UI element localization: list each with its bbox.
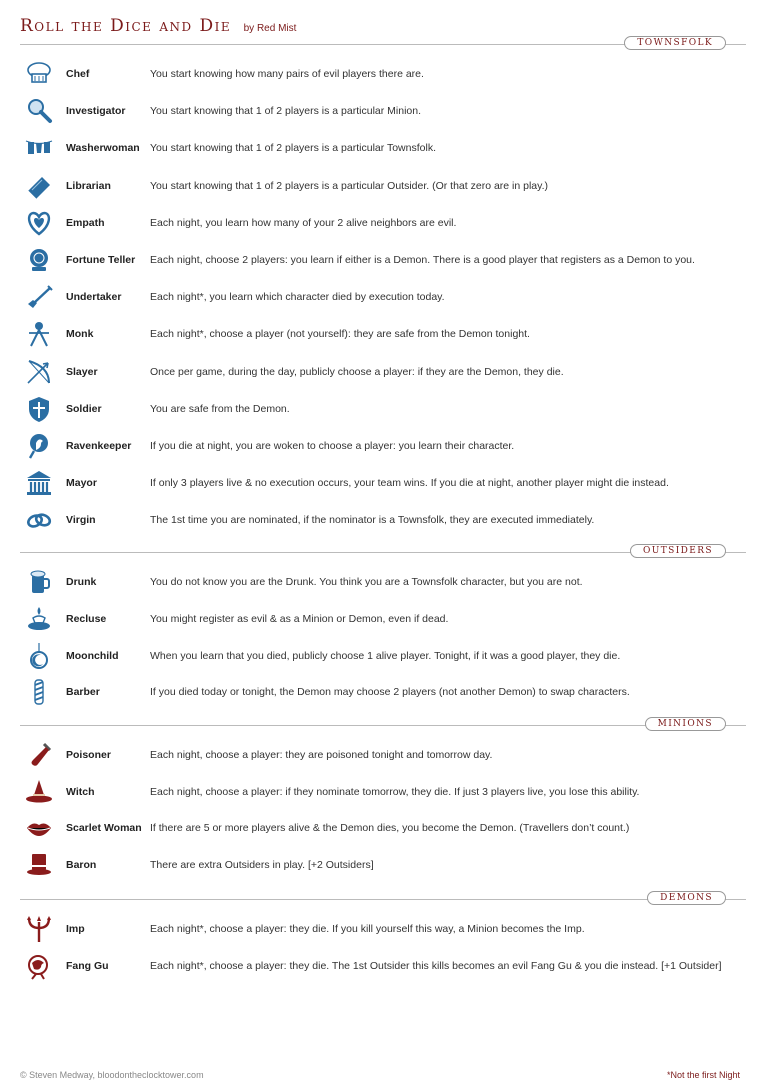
role-ability: You start knowing that 1 of 2 players is a particular Townsfolk. (150, 142, 436, 155)
role-ability: If only 3 players live & no execution occurs, your team wins. If you die at night, another player might die instead. (150, 477, 669, 490)
role-ability: Each night*, choose a player: they die. The 1st Outsider this kills becomes an evil Fang Gu & you die instead. [+1 Outsider] (150, 960, 722, 972)
section-header (20, 546, 746, 560)
role-name: Barber (66, 686, 100, 699)
role-name: Moonchild (66, 649, 119, 662)
first-night-note: *Not the first Night (666, 1070, 740, 1080)
raven-icon (20, 430, 58, 462)
role-name: Undertaker (66, 291, 122, 304)
role-row-chef (20, 58, 746, 90)
shovel-icon (20, 281, 58, 313)
role-ability: Each night*, you learn which character died by execution today. (150, 291, 445, 304)
role-row-investigator (20, 95, 746, 127)
role-ability: There are extra Outsiders in play. [+2 Outsiders] (150, 858, 374, 871)
script-author: by Red Mist (243, 23, 297, 34)
role-name: Drunk (66, 576, 97, 588)
role-ability: Each night, choose 2 players: you learn if either is a Demon. There is a good player that registers as a Demon to you. (150, 254, 695, 266)
role-ability: If you died today or tonight, the Demon may choose 2 players (not another Demon) to swap characters. (150, 686, 630, 699)
role-name: Fang Gu (66, 960, 109, 972)
oil-lamp-icon (20, 603, 58, 635)
lips-icon (20, 812, 58, 844)
section-header (20, 719, 746, 733)
moon-pendant-icon (20, 640, 58, 672)
role-row-undertaker (20, 281, 746, 313)
role-name: Empath (66, 216, 105, 229)
monk-icon (20, 318, 58, 350)
role-name: Scarlet Woman (66, 822, 142, 834)
book-icon (20, 170, 58, 202)
section-label: MINIONS (645, 717, 726, 731)
role-ability: You are safe from the Demon. (150, 402, 290, 415)
top-hat-icon (20, 849, 58, 881)
section-divider (20, 725, 746, 726)
role-name: Fortune Teller (66, 254, 136, 266)
role-row-soldier (20, 393, 746, 425)
trident-icon (20, 913, 58, 945)
barber-pole-icon (20, 676, 58, 708)
section-label: TOWNSFOLK (624, 36, 726, 50)
role-name: Slayer (66, 365, 98, 378)
role-name: Poisoner (66, 749, 111, 761)
bow-icon (20, 356, 58, 388)
role-row-scarlet-woman (20, 812, 746, 844)
heart-icon (20, 207, 58, 239)
role-ability: The 1st time you are nominated, if the nominator is a Townsfolk, they are executed immediately. (150, 514, 595, 527)
role-row-slayer (20, 356, 746, 388)
role-ability: You might register as evil & as a Minion or Demon, even if dead. (150, 612, 449, 625)
role-ability: Each night, you learn how many of your 2 alive neighbors are evil. (150, 216, 457, 229)
role-name: Investigator (66, 105, 126, 118)
chef-hat-icon (20, 58, 58, 90)
tankard-icon (20, 566, 58, 598)
role-row-moonchild (20, 640, 746, 672)
role-row-washerwoman (20, 132, 746, 164)
role-ability: When you learn that you died, publicly choose 1 alive player. Tonight, if it was a good player, they die. (150, 649, 621, 662)
section-divider (20, 899, 746, 900)
role-ability: Each night, choose a player: if they nominate tomorrow, they die. If just 3 players live, you lose this ability. (150, 785, 640, 798)
role-ability: Each night*, choose a player: they die. If you kill yourself this way, a Minion becomes the Imp. (150, 923, 585, 935)
role-ability: You start knowing that 1 of 2 players is a particular Outsider. (Or that zero are in play.) (150, 179, 549, 192)
role-name: Imp (66, 923, 85, 935)
role-name: Ravenkeeper (66, 440, 132, 452)
role-name: Chef (66, 68, 90, 80)
role-row-ravenkeeper (20, 430, 746, 462)
role-name: Witch (66, 785, 95, 798)
role-ability: You start knowing that 1 of 2 players is a particular Minion. (150, 105, 422, 118)
town-hall-icon (20, 467, 58, 499)
role-ability: If there are 5 or more players alive & the Demon dies, you become the Demon. (Travellers don’t count.) (150, 822, 630, 834)
crystal-ball-icon (20, 244, 58, 276)
role-row-drunk (20, 566, 746, 598)
role-name: Recluse (66, 612, 107, 625)
section-outsiders (20, 546, 746, 723)
rings-icon (20, 504, 58, 536)
role-ability: You start knowing how many pairs of evil players there are. (150, 68, 424, 80)
magnifying-glass-icon (20, 95, 58, 127)
role-row-barber (20, 676, 746, 708)
role-name: Virgin (66, 514, 96, 527)
role-row-witch (20, 776, 746, 808)
role-name: Monk (66, 328, 94, 341)
role-row-baron (20, 849, 746, 881)
role-name: Soldier (66, 402, 102, 415)
witch-hat-icon (20, 776, 58, 808)
role-row-librarian (20, 170, 746, 202)
section-label: DEMONS (647, 891, 726, 905)
dragon-icon (20, 950, 58, 982)
script-title: Roll the Dice and Die (20, 16, 232, 36)
role-row-mayor (20, 467, 746, 499)
role-row-recluse (20, 603, 746, 635)
role-row-monk (20, 318, 746, 350)
role-name: Baron (66, 858, 97, 871)
section-label: OUTSIDERS (630, 544, 726, 558)
copyright-text: © Steven Medway, bloodontheclocktower.com (20, 1070, 204, 1080)
section-townsfolk (20, 38, 746, 552)
role-row-empath (20, 207, 746, 239)
role-name: Washerwoman (66, 142, 140, 155)
vial-icon (20, 739, 58, 771)
role-row-poisoner (20, 739, 746, 771)
role-name: Librarian (66, 179, 111, 192)
role-ability: Each night*, choose a player (not yourself): they are safe from the Demon tonight. (150, 328, 530, 341)
role-row-virgin (20, 504, 746, 536)
role-row-fortune-teller (20, 244, 746, 276)
section-demons (20, 893, 746, 997)
role-ability: You do not know you are the Drunk. You think you are a Townsfolk character, but you are not. (150, 576, 583, 588)
section-minions (20, 719, 746, 895)
role-ability: If you die at night, you are woken to choose a player: you learn their character. (150, 440, 515, 452)
role-ability: Once per game, during the day, publicly choose a player: if they are the Demon, they die. (150, 365, 564, 378)
laundry-line-icon (20, 132, 58, 164)
role-name: Mayor (66, 477, 97, 490)
section-header (20, 893, 746, 907)
role-row-fang-gu (20, 950, 746, 982)
role-row-imp (20, 913, 746, 945)
section-header (20, 38, 746, 52)
role-ability: Each night, choose a player: they are poisoned tonight and tomorrow day. (150, 749, 493, 761)
shield-icon (20, 393, 58, 425)
